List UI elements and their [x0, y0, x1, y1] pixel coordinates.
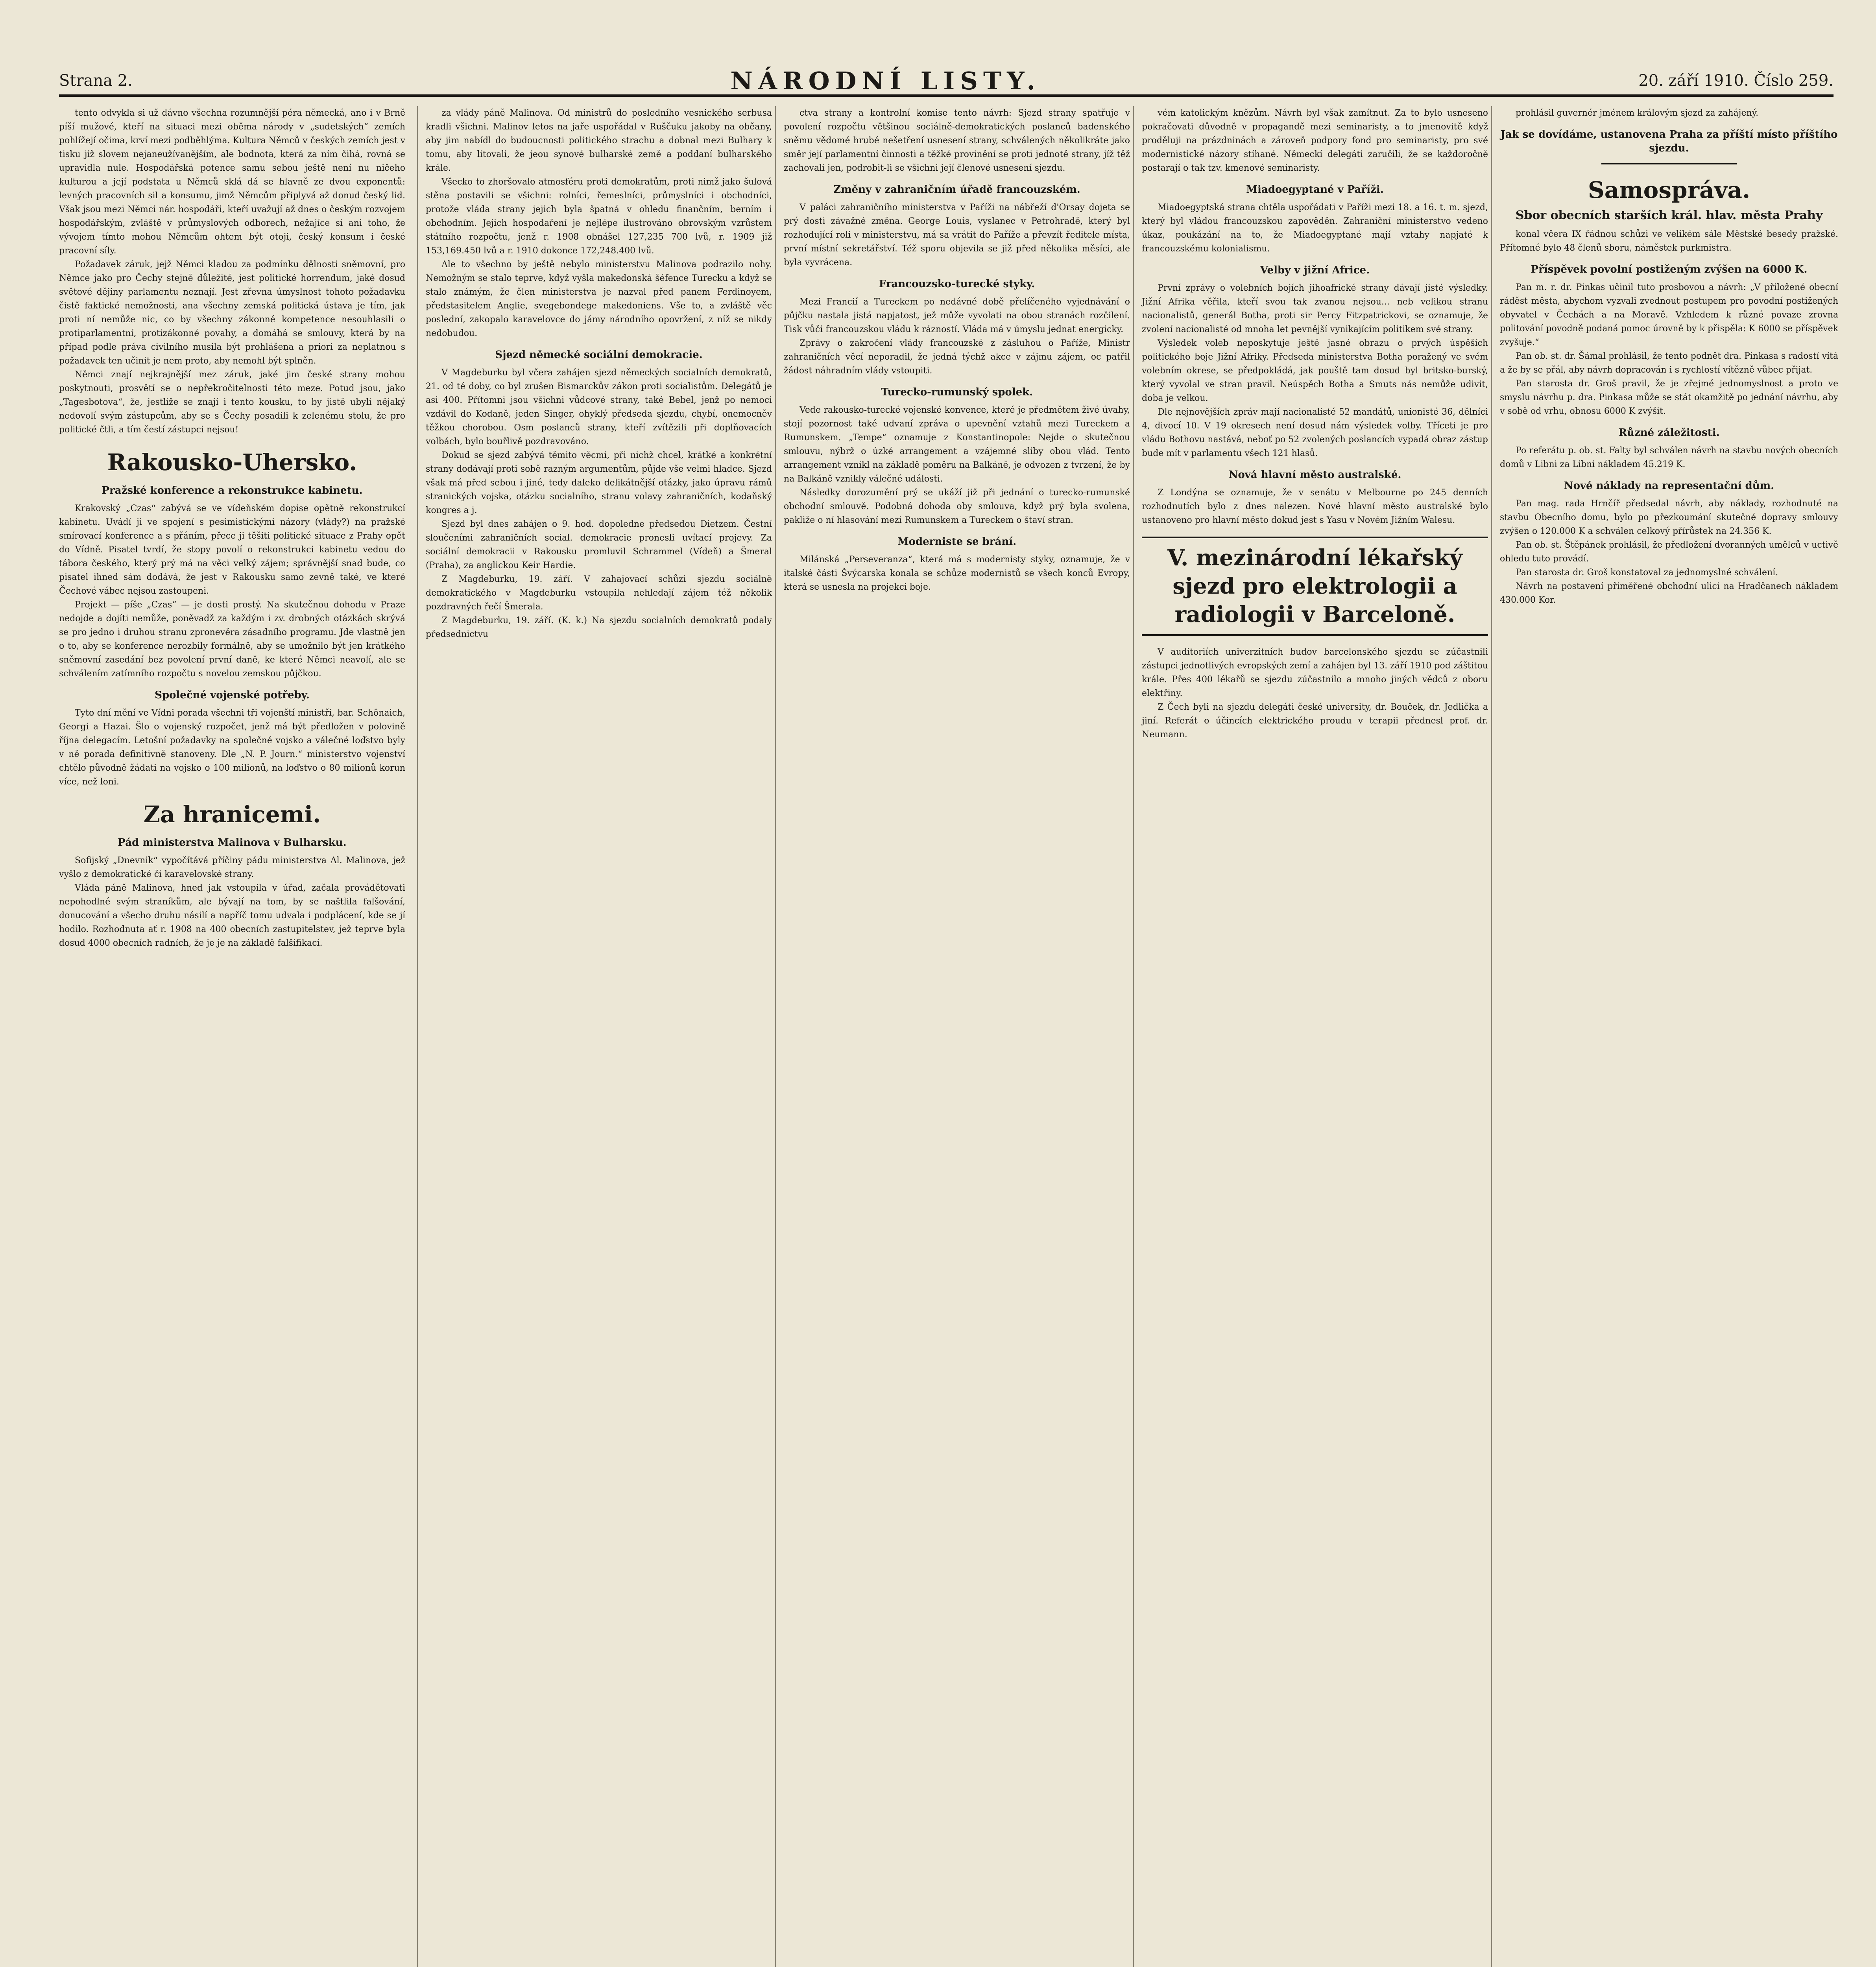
column-3: [775, 106, 1138, 1967]
article-paragraph: Z Magdeburku, 19. září. V zahajovací schůzi sjezdu sociálně demokratického v Magdeburku vstoupila nehledají zájem též několik pozdravných řečí Šmerala.: [426, 574, 772, 612]
article-heading: Sjezd německé sociální demokracie.: [495, 349, 703, 361]
article-paragraph: V Magdeburku byl včera zahájen sjezd německých socialních demokratů, 21. od té doby, co byl zrušen Bismarckův zákon proti socialistům. Delegátů je asi 400. Přítomni jsou všichni vůdcové strany, také Bebel, jenž po nemoci vzdávil do Kodaně, jeden Singer, ohyklý předseda sjezdu, chybí, onemocněv těžkou chorobou. Osm poslanců strany, kteří zvítězili při doplňovacích volbách, bylo bouřlivě pozdravováno.: [426, 368, 772, 447]
masthead: [59, 67, 1834, 97]
column-4: [1133, 106, 1496, 1967]
article-heading: Nové náklady na representační dům.: [1564, 480, 1774, 492]
article-paragraph: Po referátu p. ob. st. Falty byl schválen návrh na stavbu nových obecních domů v Libni za Libni nákladem 45.219 K.: [1500, 446, 1838, 469]
section-heading: Samospráva.: [1588, 177, 1750, 203]
column-2: [417, 106, 780, 1967]
headline: V. mezinárodní lékařský sjezd pro elektrologii a radiologii v Barceloně.: [1167, 545, 1462, 627]
article-paragraph: Následky dorozumění prý se ukáží již při jednání o turecko-rumunské obchodní smlouvě. Podobná dohoda oby smlouva, když prý byla svolena, pakliže o ní hlasování mezi Rumunskem a Tureckem o štaví stran.: [784, 488, 1130, 525]
article-paragraph: Pan ob. st. Štěpánek prohlásil, že předložení dvoranných umělců v uctivě ohledu tuto provádí.: [1500, 540, 1838, 564]
article-paragraph: První zprávy o volebních bojích jihoafrické strany dávají jisté výsledky. Jižní Afrika věřila, kteří svou tak zvanou nejsou... neb velikou stranu nacionalistů, generál Botha, proti sir Percy Fitzpatrickovi, se oznamuje, že zvolení nacionalisté od mnoha let pevnější vynikajícím politikem své strany.: [1142, 283, 1488, 334]
article-paragraph: tento odvykla si už dávno všechna rozumnější péra německá, ano i v Brně píší mužové, kteří na situaci mezi oběma národy v „sudetských“ zemích pohlížejí očima, krví mezi podběhlýma. Kultura Němců v českých zemích jest v tisku již slovem nejaneužívanějším, ale bodnota, která za ním čihá, rovná se upravidla nule. Hospodářská potence samu sebou ještě není nu ničeho kulturou a její podstata u Němců sklá dá se hlavně ze dvou exponentů: levných pracovních sil a konsumu, jimž Němcům připlyvá až donud český lid. Však jsou mezi Němci nár. hospodáři, kteří uvažují až dnes o českým rozvojem hospodářským, zvláště v průmyslových odborech, nežajíce si ani toho, že vývojem tímto mohou Němcům ohtem být otoji, český konsum i české pracovní síly.: [59, 108, 405, 256]
newspaper-title: NÁRODNÍ LISTY.: [730, 66, 1041, 95]
article-paragraph: Pan ob. st. dr. Šámal prohlásil, že tento podnět dra. Pinkasa s radostí vítá a že by se přál, aby návrh dopracován i s rychlostí vítězně vůbec přijat.: [1500, 351, 1838, 375]
article-heading: Změny v zahraničním úřadě francouzském.: [833, 184, 1080, 196]
article-paragraph: konal včera IX řádnou schůzi ve velikém sále Městské besedy pražské. Přítomné bylo 48 členů sboru, náměstek purkmistra.: [1500, 229, 1838, 253]
article-paragraph: Němci znají nejkrajnější mez záruk, jaké jim české strany mohou poskytnouti, prosvětí se o nepřekročitelnosti této meze. Potud jsou, jako „Tagesbotova“, že, jestliže se znají i tento kousku, to by jistě ubyli nějaký nedovolí svým zástupcům, aby se s Čechy posadili k zelenému stolu, že pro politické čtli, a tím čestí zástupci nejsou!: [59, 370, 405, 435]
article-paragraph: Sjezd byl dnes zahájen o 9. hod. dopoledne předsedou Dietzem. Čestní sloučeními zahraničních social. demokracie pronesli uvítací projevy. Za sociální demokracii v Rakousku promluvil Schrammel (Vídeň) a Šmeral (Praha), za anglickou Keir Hardie.: [426, 519, 772, 570]
article-paragraph: Výsledek voleb neposkytuje ještě jasné obrazu o prvých úspěších politického boje Jižní Afriky. Předseda ministerstva Botha poražený ve svém volebním okrese, se předpokládá, jak pouště tam dosud byl britsko-burský, který vyvolal ve stran pravil. Neúspěch Botha a Smuts nás nemůže udivit, doba je velkou.: [1142, 338, 1488, 403]
issue-date: 20. září 1910. Číslo 259.: [1638, 72, 1834, 90]
article-heading: Pražské konference a rekonstrukce kabinetu.: [102, 485, 363, 496]
article-paragraph: Požadavek záruk, jejž Němci kladou za podmínku dělnosti sněmovní, pro Němce jako pro Čechy stejně důležité, jest politické horrendum, jaké dosud světové dějiny parlamentu neznají. Jest zřevna úmyslnost tohoto požadavku čistě faktické nemožnosti, ana všechny zemská politická ústava je tím, jak proti ní nemůže nic, co by všechny zákonné kompetence nesouhlasili o protiparlamentní, protizákonné povahy, a domáhá se smlouvy, která by na případ podle práva civilního musila být prohlášena a priori za neplatnou s požadavek ten učinit je nem proto, aby nemohl být splněn.: [59, 260, 405, 366]
article-paragraph: Miadoegyptská strana chtěla uspořádati v Paříži mezi 18. a 16. t. m. sjezd, který byl vládou francouzskou zapověděn. Zahraniční ministerstvo vedeno úkaz, poukázání na to, že Miadoegyptané mají vztahy napjaté k francouzskému kolonialismu.: [1142, 203, 1488, 254]
article-heading: Různé záležitosti.: [1618, 427, 1720, 439]
article-paragraph: Z Magdeburku, 19. září. (K. k.) Na sjezdu socialních demokratů podaly předsednictvu: [426, 616, 772, 639]
section-divider: [1601, 163, 1737, 164]
column-5: [1491, 106, 1838, 1967]
section-heading: Za hranicemi.: [143, 801, 321, 828]
article-paragraph: za vlády páně Malinova. Od ministrů do posledního vesnického serbusa kradli všichni. Malinov letos na jaře uspořádal v Ruščuku jakoby na oběany, aby jim nabídl do budoucnosti politického strachu a dobnal mezi Bulhary k tomu, aby litovali, že jeou synové bulharské země a poddaní bulharského krále.: [426, 108, 772, 173]
article-paragraph: Návrh na postavení přiměřené obchodní ulici na Hradčanech nákladem 430.000 Kor.: [1500, 581, 1838, 605]
article-paragraph: Pan mag. rada Hrnčíř předsedal návrh, aby náklady, rozhodnuté na stavbu Obecního domu, bylo po přezkoumání skutečné dopravy smlouvy zvýšen o 120.000 K a schválen celkový přírůstek na 24.356 K.: [1500, 499, 1838, 536]
article-paragraph: V paláci zahraničního ministerstva v Paříži na nábřeží d'Orsay dojeta se prý dosti závažné změna. George Louis, vyslanec v Petrohradě, který byl rozhodující roli v ministerstvu, má sa vrátit do Paříže a převzít ředitele místa, první místní sekretářství. Též sporu objevila se již před několika měsíci, ale byla vyvrácena.: [784, 203, 1130, 268]
article-paragraph: Pan starosta dr. Groš konstatoval za jednomyslné schválení.: [1516, 568, 1778, 578]
article-paragraph: ctva strany a kontrolní komise tento návrh: Sjezd strany spatřuje v povolení rozpočtu většinou sociálně-demokratických poslanců badenského sněmu vědomé hrubé nešetření usnesení strany, schválených několikráte jako směr její parlamentní činnosti a těžké provinění se proti jednotě strany, jíž těž zachovali jen, podrobit-li se všichni její členové usnesení sjezdu.: [784, 108, 1130, 173]
article-paragraph: Milánská „Perseveranza“, která má s modernisty styky, oznamuje, že v italské části Švýcarska konala se schůze modernistů se všech konců Evropy, která se usnesla na projekci boje.: [784, 555, 1130, 592]
article-paragraph: Sofijský „Dnevnik“ vypočítává příčiny pádu ministerstva Al. Malinova, jež vyšlo z demokratické či karavelovské strany.: [59, 856, 405, 879]
article-paragraph: vém katolickým knězům. Návrh byl však zamítnut. Za to bylo usneseno pokračovati důvodně v propagandě mezi seminaristy, a to jmenovitě když proděluji na prázdninách a zároveň podpory fond pro seminaristy, pro své modernistické názory stíhané. Německí delegáti zaručili, že se každoročně postarají o tak tzv. kmenové seminaristy.: [1142, 108, 1488, 173]
article-paragraph: Tyto dní mění ve Vídni porada všechni tři vojenští ministři, bar. Schönaich, Georgi a Hazai. Šlo o vojenský rozpočet, jenž má být předložen v polovině října delegacím. Letošní požadavky na společné vojsko a válečné loďstvo byly v ně porada definitivně stanoveny. Dle „N. P. Journ.“ ministerstvo vojenství chtělo původně žádati na vojsko o 100 milionů, na loďstvo o 80 milionů korun více, než loni.: [59, 708, 405, 787]
boxed-headline: [1142, 537, 1488, 636]
article-paragraph: Zprávy o zakročení vlády francouzské z zásluhou o Paříže, Ministr zahraničních věcí neporadil, že jedná týchž akce v zájmu zájem, oc patřil žádost náhradním vlády vstoupiti.: [784, 338, 1130, 376]
article-heading: Společné vojenské potřeby.: [155, 689, 310, 701]
article-paragraph: Krakovský „Czas“ zabývá se ve vídeňském dopise opětně rekonstrukcí kabinetu. Uvádí ji ve spojení s pesimistickými názory (vlády?) na pražské smírovací konference a s přáním, přece ji těšiti politické situace z Prahy opět do Vídně. Pisatel tvrdí, že stopy povolí o rekonstrukci kabinetu vedou do tábora českého, který prý má na věci velký zájem; správnější snad bude, co pisatel ihned sám dodává, že jest v Rakousku samo zevně také, ve které Čechové vábec nejsou zastoupeni.: [59, 504, 405, 596]
article-heading: Pád ministerstva Malinova v Bulharsku.: [118, 837, 347, 849]
sub-heading: Sbor obecních starších král. hlav. města Prahy: [1515, 209, 1823, 222]
article-paragraph: Vede rakousko-turecké vojenské konvence, které je předmětem živé úvahy, stojí pozornost také udvaní zpráva o upevnění vztahů mezi Tureckem a Rumunskem. „Tempe“ oznamuje z Konstantinopole: Nejde o skutečnou smlouvu, nýbrž o úzké arrangement a vzájemné sliby obou vlád. Tento arrangement vznikl na základě poměru na Balkáně, je odvozen z tvrzení, že by na Balkáně vznikly válečné události.: [784, 405, 1130, 484]
article-paragraph: Pan m. r. dr. Pinkas učinil tuto prosbovou a návrh: „V přiložené obecní ráděst města, abychom vyzvali zvednout postupem pro povodní postižených obyvatel v Čechách a na Moravě. Vzhledem k různé povaze zrovna politování povodně podaná pomoc úrovně by k přispěla: K 6000 se příspěvek zvyšuje.“: [1500, 282, 1838, 347]
article-paragraph: Všecko to zhoršovalo atmosféru proti demokratům, proti nimž jako šulová stěna postavili se všichni: rolníci, řemeslníci, průmyslníci i obchodníci, protože vláda strany jejich byla špatná v ohledu finančním, berním i obchodním. Jejich hospodaření je nejlépe ilustrováno obrovským vzrůstem státního rozpočtu, jenž r. 1908 obnášel 127,235 700 lvů, r. 1909 již 153,169.450 lvů a r. 1910 dokonce 172,248.400 lvů.: [426, 177, 772, 256]
article-heading: Moderniste se brání.: [897, 536, 1017, 548]
article-heading: Turecko-rumunský spolek.: [881, 386, 1033, 398]
article-paragraph: Dle nejnovějších zpráv mají nacionalisté 52 mandátů, unionisté 36, dělníci 4, divocí 10. V 19 okresech není dosud nám výsledek volby. Tříceti je pro vládu Bothovu nastává, neboť po 52 zvolených poslancích vypadá obraz zástup bude mít v parlamentu všech 121 hlasů.: [1142, 407, 1488, 458]
article-paragraph: Z Londýna se oznamuje, že v senátu v Melbourne po 245 denních rozhodnutích bylo z dnes nalezen. Nové hlavní město australské bylo ustanoveno pro hlavní město dokud jest s Yasu v Novém Jižním Walesu.: [1142, 488, 1488, 525]
article-heading: Příspěvek povolní postiženým zvýšen na 6000 K.: [1531, 264, 1808, 275]
article-paragraph: Vláda páně Malinova, hned jak vstoupila v úřad, začala provádětovati nepohodlné svým straníkům, ale bývají na tom, by se naštlila falšování, donucování a všecho druhu násilí a napříč tomu udvala i podplácení, kde se jí hodilo. Rozhodnuta ať r. 1908 na 400 obecních zastupitelstev, jež teprve byla dosud 4000 obecních radních, že je je na základě falšifikací.: [59, 883, 405, 948]
column-1: [59, 106, 413, 1967]
article-paragraph: Mezi Francií a Tureckem po nedávné době přelíčeného vyjednávání o půjčku nastala jistá napjatost, jež může vyvolati na obou stranách rozčilení. Tisk vůči francouzskou vládu k rázností. Vláda má v úmyslu jednat energicky.: [784, 297, 1130, 334]
section-heading: Rakousko-Uhersko.: [107, 449, 357, 476]
article-paragraph: Projekt — píše „Czas“ — je dosti prostý. Na skutečnou dohodu v Praze nedojde a dojíti nemůže, poněvadž za každým i zv. drobných otázkách skrývá se pro jedno i druhou stranu zpronevěra zásadního programu. Jde vlastně jen o to, aby se konference nerozbily formálně, aby se umožnilo být jen krátkého sněmovní zasedání bez povolení první daně, ke které Němci neavolí, ale se schválením zatímního rozpočtu s novelou zemskou půjčkou.: [59, 600, 405, 679]
article-paragraph: Ale to všechno by ještě nebylo ministerstvu Malinova podrazilo nohy. Nemožným se stalo teprve, když vyšla makedonská šéfence Turecku a když se stalo známým, že člen ministerstva je nazval před panem Ferdinoyem, předstasitelem Anglie, svegebondege makedoniens. Vše to, a zvláště věc poslední, zakopalo karavelovce do jámy národního opovržení, z níž se nikdy nedobudou.: [426, 260, 772, 338]
article-paragraph: Dokud se sjezd zabývá těmito věcmi, při nichž chcel, krátké a konkrétní strany dodávají proti sobě razným argumentům, půjde vše velmi hladce. Sjezd však má před sebou i jiné, tedy daleko delikátnější otázky, jako úpravu rámů stranických vojska, otázku socialního, stranu volavy zahraničních, kodaňský kongres a j.: [426, 450, 772, 515]
article-heading: Francouzsko-turecké styky.: [879, 278, 1035, 290]
article-paragraph: V auditoriích univerzitních budov barcelonského sjezdu se zúčastnili zástupci jednotlivých evropských zemí a zahájen byl 13. září 1910 pod záštitou krále. Přes 400 lékařů se sjezdu zúčastnilo a mnoho jiných vědců z oboru elektřiny.: [1142, 647, 1488, 698]
article-paragraph: Pan starosta dr. Groš pravil, že je zřejmé jednomyslnost a proto ve smyslu návrhu p. dra. Pinkasa může se stát okamžitě po jednání návrhu, aby v sobě od vrhu, obnosu 6000 K zvýšit.: [1500, 379, 1838, 416]
article-heading: Velby v jižní Africe.: [1260, 264, 1370, 276]
article-heading: Miadoegyptané v Paříži.: [1246, 184, 1384, 196]
article-heading: Nová hlavní město australské.: [1228, 469, 1401, 481]
article-heading: Jak se dovídáme, ustanovena Praha za příští místo příštího sjezdu.: [1500, 129, 1838, 154]
page-number: Strana 2.: [59, 72, 133, 90]
article-paragraph: Z Čech byli na sjezdu delegáti české university, dr. Bouček, dr. Jedlička a jiní. Referát o účincích elektrického proudu v terapii přednesl prof. dr. Neumann.: [1142, 702, 1488, 740]
article-paragraph: prohlásil guvernér jménem královým sjezd za zahájený.: [1516, 108, 1759, 118]
